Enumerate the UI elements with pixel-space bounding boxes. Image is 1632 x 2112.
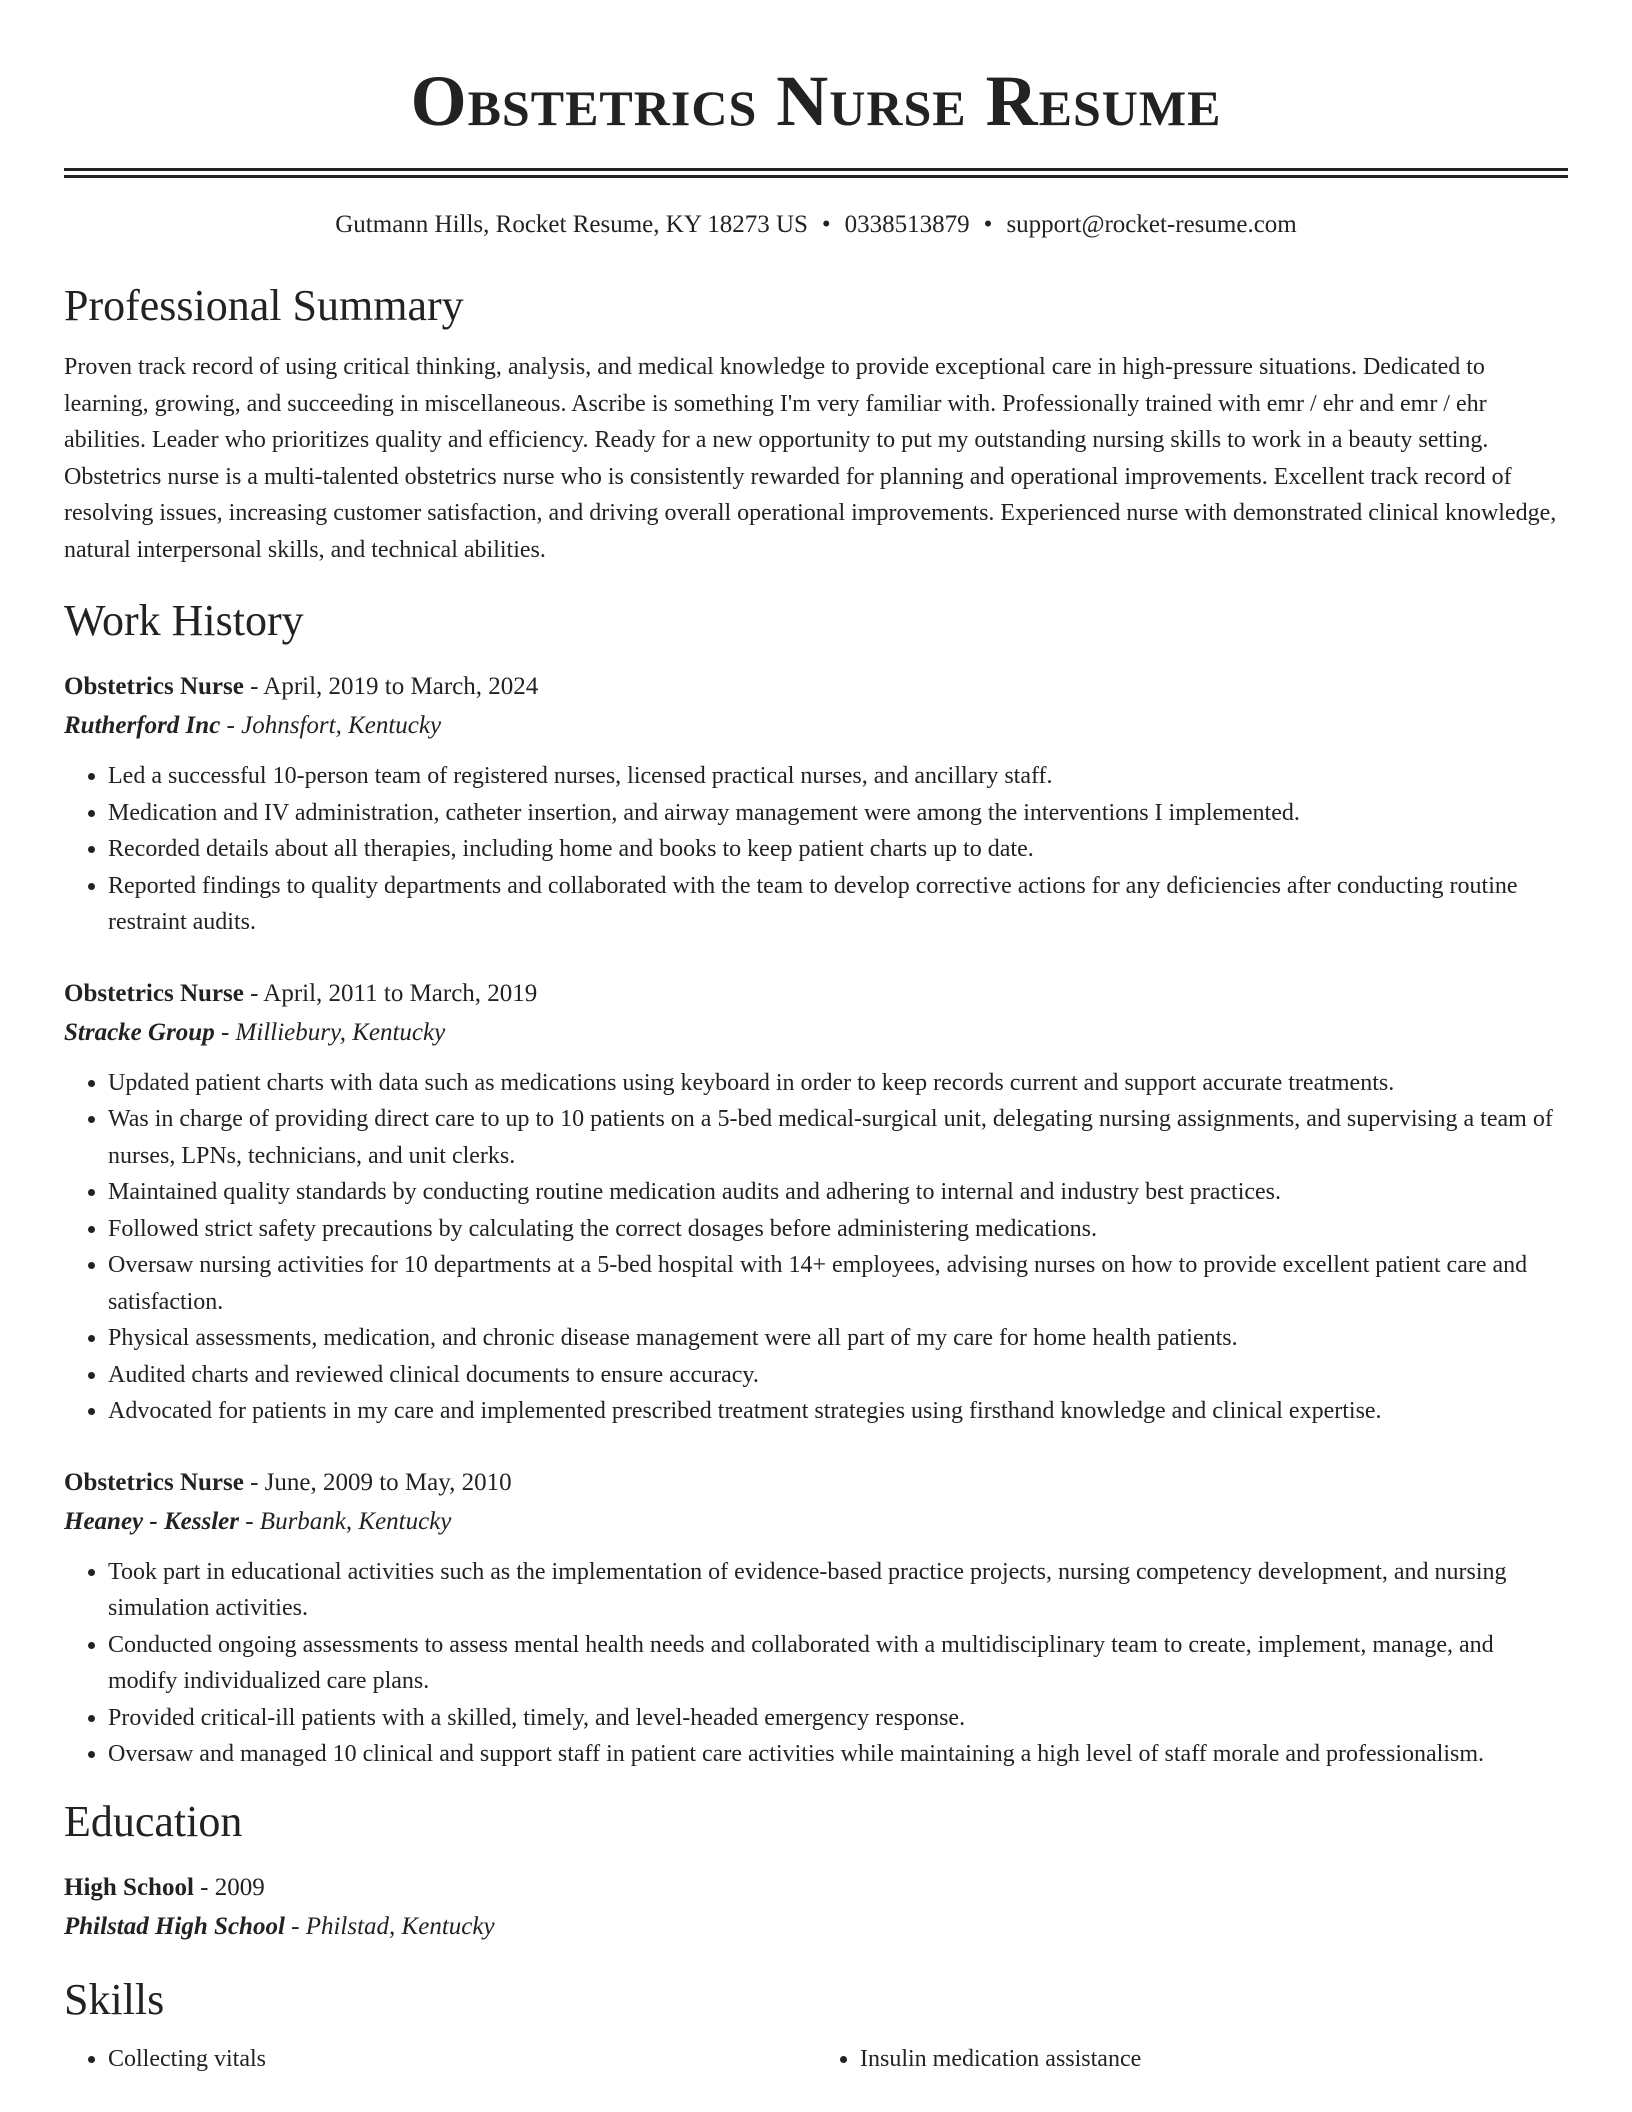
education-location: - Philstad, Kentucky: [284, 1912, 495, 1940]
list-item: • Provided critical-ill patients with a skilled, timely, and level-headed emergency response.: [108, 1700, 1568, 1737]
education-heading: Education: [64, 1796, 243, 1846]
list-item: • Insulin medication assistance: [860, 2041, 1568, 2078]
job-employer: [64, 1502, 1568, 1542]
list-item: • Conducted ongoing assessments to assess mental health needs and collaborated with a multidisciplinary team to create, implement, manage, and modify individualized care plans.: [108, 1627, 1568, 1700]
job-dates: - April, 2011 to March, 2019: [243, 979, 538, 1007]
job-header: [64, 1464, 1568, 1502]
skills-column-right: [816, 2041, 1568, 2078]
job-bullets: [64, 1554, 1568, 1773]
contact-email: support@rocket-resume.com: [1006, 211, 1297, 238]
job-company: Rutherford Inc: [64, 712, 221, 739]
summary-section: [64, 279, 1568, 568]
list-item: • Recorded details about all therapies, including home and books to keep patient charts up to date.: [108, 831, 1568, 868]
resume-title: Obstetrics Nurse Resume: [410, 61, 1222, 141]
list-item: • Updated patient charts with data such as medications using keyboard in order to keep records current and support accurate treatments.: [108, 1065, 1568, 1102]
contact-separator: •: [983, 211, 993, 238]
list-item: • Advocated for patients in my care and implemented prescribed treatment strategies using firsthand knowledge and clinical expertise.: [108, 1393, 1568, 1430]
job-company: Heaney - Kessler: [64, 1507, 239, 1535]
summary-heading: Professional Summary: [64, 281, 464, 330]
job-header: [64, 668, 1568, 706]
job-employer: [64, 1013, 1568, 1053]
job-dates: - June, 2009 to May, 2010: [243, 1468, 512, 1496]
contact-line: [64, 209, 1568, 241]
education-section: [64, 1795, 1568, 1947]
title-double-rule: [64, 168, 1568, 171]
job-entry: [64, 1464, 1568, 1773]
contact-address: Gutmann Hills, Rocket Resume, KY 18273 US: [335, 211, 808, 238]
job-location: - Johnsfort, Kentucky: [220, 712, 442, 739]
education-header: [64, 1869, 1568, 1907]
skills-column-left: [64, 2041, 816, 2078]
summary-text: Proven track record of using critical thinking, analysis, and medical knowledge to provide exceptional care in high-pressure situations. Dedicated to learning, growing, and succeeding in miscellaneous. Ascribe is something I'm very familiar with. Professionally trained with emr / ehr and emr / ehr abilities. Leader who prioritizes quality and efficiency. Ready for a new opportunity to put my outstanding nursing skills to work in a beauty setting. Obstetrics nurse is a multi-talented obstetrics nurse who is consistently rewarded for planning and operational improvements. Excellent track record of resolving issues, increasing customer satisfaction, and driving overall operational improvements. Experienced nurse with demonstrated clinical knowledge, natural interpersonal skills, and technical abilities.: [64, 354, 1557, 563]
education-entry: [64, 1869, 1568, 1947]
contact-phone: 0338513879: [844, 211, 970, 238]
education-school-line: [64, 1907, 1568, 1947]
job-employer: [64, 706, 1568, 746]
skills-section: [64, 1973, 1568, 2078]
job-bullets: [64, 758, 1568, 941]
work-history-heading: Work History: [64, 596, 304, 645]
job-location: - Milliebury, Kentucky: [214, 1018, 446, 1046]
job-company: Stracke Group: [64, 1018, 215, 1046]
education-degree: High School: [64, 1873, 194, 1901]
skills-grid: [64, 2041, 1568, 2078]
education-year: - 2009: [193, 1873, 265, 1901]
job-entry: [64, 975, 1568, 1430]
list-item: • Was in charge of providing direct care to up to 10 patients on a 5-bed medical-surgical unit, delegating nursing assignments, and supervising a team of nurses, LPNs, technicians, and unit clerks.: [108, 1101, 1568, 1174]
list-item: • Reported findings to quality departments and collaborated with the team to develop corrective actions for any deficiencies after conducting routine restraint audits.: [108, 868, 1568, 941]
work-history-section: [64, 594, 1568, 1773]
list-item: • Audited charts and reviewed clinical documents to ensure accuracy.: [108, 1357, 1568, 1394]
job-location: - Burbank, Kentucky: [238, 1507, 452, 1535]
list-item: • Oversaw nursing activities for 10 departments at a 5-bed hospital with 14+ employees, advising nurses on how to provide excellent patient care and satisfaction.: [108, 1247, 1568, 1320]
list-item: • Led a successful 10-person team of registered nurses, licensed practical nurses, and ancillary staff.: [108, 758, 1568, 795]
contact-separator: •: [821, 211, 831, 238]
list-item: • Medication and IV administration, catheter insertion, and airway management were among the interventions I implemented.: [108, 795, 1568, 832]
job-dates: - April, 2019 to March, 2024: [243, 673, 539, 700]
job-header: [64, 975, 1568, 1013]
list-item: • Oversaw and managed 10 clinical and support staff in patient care activities while maintaining a high level of staff morale and professionalism.: [108, 1736, 1568, 1773]
list-item: • Physical assessments, medication, and chronic disease management were all part of my care for home health patients.: [108, 1320, 1568, 1357]
education-school: Philstad High School: [64, 1912, 285, 1940]
list-item: • Took part in educational activities such as the implementation of evidence-based practice projects, nursing competency development, and nursing simulation activities.: [108, 1554, 1568, 1627]
job-title: Obstetrics Nurse: [64, 979, 244, 1007]
job-bullets: [64, 1065, 1568, 1430]
job-title: Obstetrics Nurse: [64, 673, 244, 700]
job-title: Obstetrics Nurse: [64, 1468, 244, 1496]
list-item: • Followed strict safety precautions by calculating the correct dosages before administering medications.: [108, 1211, 1568, 1248]
list-item: • Maintained quality standards by conducting routine medication audits and adhering to internal and industry best practices.: [108, 1174, 1568, 1211]
skills-heading: Skills: [64, 1974, 165, 2024]
job-entry: [64, 668, 1568, 941]
list-item: • Collecting vitals: [108, 2041, 816, 2078]
